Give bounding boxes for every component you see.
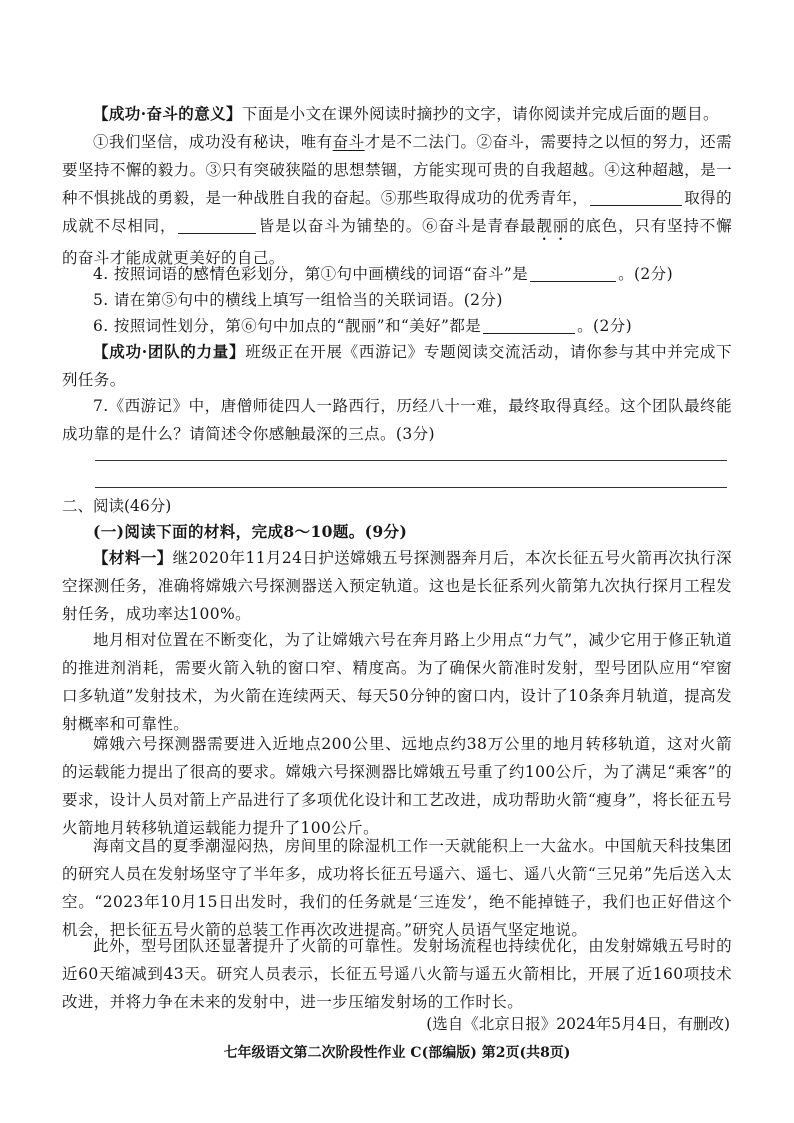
excerpt-text: 才是不二法门。②奋斗，需要持之以恒的努力，还需要坚持不懈的毅力。③只有突破狭隘的思想禁锢，方能实现可贵的自我超越。④这种超越，是一种不惧挑战的勇毅，是一种战胜自我的奋起。⑤那些取得成功的优秀青年，	[62, 133, 732, 207]
material-label: 【材料一】	[93, 548, 173, 567]
excerpt-text: ①我们坚信，成功没有秘诀，唯有	[93, 133, 333, 151]
sub-title-text: (一)阅读下面的材料，完成8～10题。(9分)	[93, 522, 408, 541]
material-1-para-1	[62, 544, 732, 628]
success-struggle-block	[62, 100, 732, 128]
page-footer: 七年级语文第二次阶段性作业 C(部编版) 第2页(共8页)	[223, 1045, 571, 1061]
answer-line-2[interactable]	[95, 487, 727, 488]
question-text: 6. 按照词性划分，第⑥句中加点的“靓丽”和“美好”都是	[93, 317, 482, 335]
excerpt-text: 的底色，只有坚持不懈的奋斗才能成就更	[62, 217, 732, 267]
material-text: 继2020年11月24日护送嫦娥五号探测器奔月后，本次长征五号火箭再次执行深空探测任务，准确将嫦娥六号探测器送入预定轨道。这也是长征系列火箭第九次执行探月工程发射任务，成功率达100%。	[62, 549, 732, 623]
blank-2[interactable]	[178, 217, 256, 234]
team-power-block	[62, 338, 732, 394]
excerpt-text: 皆是以奋斗为铺垫的。⑥奋斗是青春最	[258, 217, 537, 235]
dotted-word-2: 美好	[189, 249, 222, 267]
section-title: 二、阅读(46分)	[62, 497, 172, 515]
excerpt-paragraph	[62, 128, 732, 276]
dotted-word-1: 靓丽	[536, 217, 570, 235]
question-5: 5. 请在第⑤句中的横线上填写一组恰当的关联词语。(2分)	[93, 291, 503, 309]
excerpt-text: 取得的成就不尽相同，	[62, 189, 733, 235]
question-score: 。(2分)	[618, 265, 674, 283]
team-intro: 班级正在开展《西游记》专题阅读交流活动，请你参与其中并完成下列任务。	[62, 343, 732, 389]
question-4	[62, 260, 732, 288]
question-score: 。(2分)	[577, 317, 633, 335]
question-7: 7.《西游记》中，唐僧师徒四人一路西行，历经八十一难，最终取得真经。这个团队最终能成功靠的是什么？请简述令你感触最深的三点。(3分)	[62, 397, 732, 443]
block-intro: 下面是小文在课外阅读时摘抄的文字，请你阅读并完成后面的题目。	[241, 105, 719, 123]
question-6	[62, 312, 732, 340]
material-1-para-3: 嫦娥六号探测器需要进入近地点200公里、远地点约38万公里的地月转移轨道，这对火箭的运载能力提出了很高的要求。嫦娥六号探测器比嫦娥五号重了约100公斤，为了满足“乘客”的要求，设计人员对箭上产品进行了多项优化设计和工艺改进，成功帮助火箭“瘦身”，将长征五号火箭地月转移轨道运载能力提升了100公斤。	[62, 735, 732, 837]
team-heading: 【成功·团队的力量】	[93, 342, 246, 361]
material-1-para-5: 此外，型号团队还显著提升了火箭的可靠性。发射场流程也持续优化，由发射嫦娥五号时的近60天缩减到43天。研究人员表示，长征五号遥八火箭与遥五火箭相比，开展了近160项技术改进，并将力争在未来的发射中，进一步压缩发射场的工作时长。	[62, 937, 732, 1011]
material-1-para-4: 海南文昌的夏季潮湿闷热，房间里的除湿机工作一天就能积上一大盆水。中国航天科技集团的研究人员在发射场坚守了半年多，成功将长征五号遥六、遥七、遥八火箭“三兄弟”先后送入太空。“2023年10月15日出发时，我们的任务就是‘三连发’，绝不能掉链子，我们也正好借这个机会，把长征五号火箭的总装工作再次改进提高。”研究人员语气坚定地说。	[62, 837, 732, 939]
blank-1[interactable]	[590, 189, 682, 206]
source-citation: (选自《北京日报》2024年5月4日，有删改)	[426, 1015, 730, 1033]
answer-line-1[interactable]	[95, 460, 727, 461]
answer-blank-6[interactable]	[483, 317, 575, 334]
material-1-para-2: 地月相对位置在不断变化，为了让嫦娥六号在奔月路上少用点“力气”，减少它用于修正轨道的推进剂消耗，需要火箭入轨的窗口窄、精度高。为了确保火箭准时发射，型号团队应用“窄窗口多轨道”发射技术，为火箭在连续两天、每天50分钟的窗口内，设计了10条奔月轨道，提高发射概率和可靠性。	[62, 631, 732, 733]
excerpt-text: 的自己。	[221, 249, 285, 267]
question-text: 4. 按照词语的感情色彩划分，第①句中画横线的词语“奋斗”是	[93, 265, 529, 283]
sub-section-title	[62, 518, 732, 546]
answer-blank-4[interactable]	[530, 265, 616, 282]
underlined-word: 奋斗	[332, 133, 365, 151]
block-heading: 【成功·奋斗的意义】	[93, 104, 242, 123]
